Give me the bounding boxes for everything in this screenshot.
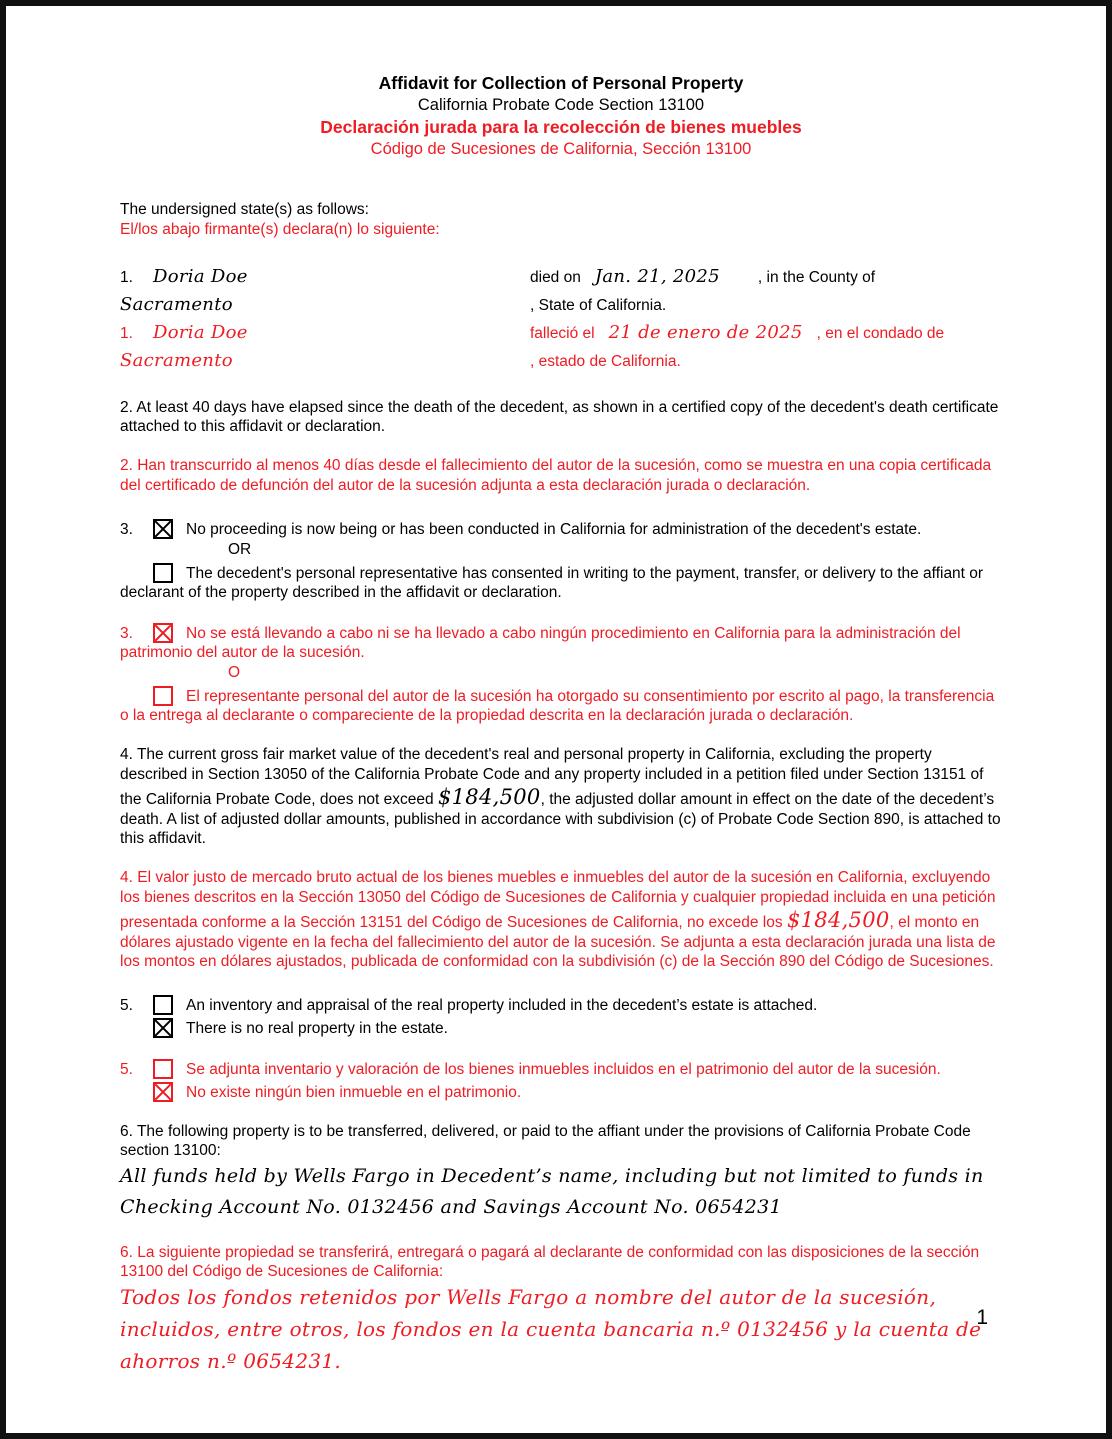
county-label-en: , in the County of: [757, 269, 876, 286]
decedent-name-value-es[interactable]: Doria Doe: [153, 322, 248, 343]
item1-en-row1: [120, 266, 1002, 294]
item4-statement-es: [120, 868, 1002, 971]
checkbox-no-real-property-es[interactable]: [153, 1082, 173, 1102]
item1-en-name-cell: [120, 266, 530, 288]
item1-es-number: 1.: [120, 325, 133, 342]
county-value[interactable]: Sacramento: [120, 294, 233, 315]
market-value-amount[interactable]: $184,500: [437, 784, 541, 809]
item1-en-state-cell: [530, 296, 1002, 315]
item1-en-row2: [120, 294, 1002, 322]
checkbox-inventory-attached-es[interactable]: [153, 1059, 173, 1079]
item3-en-number: 3.: [120, 520, 133, 538]
item1-es-county-cell: [120, 350, 530, 372]
item5-en-option1: [120, 995, 1002, 1015]
or-label-en: OR: [228, 541, 252, 559]
checkbox-representative-consented-es[interactable]: [153, 686, 173, 706]
item6-label-en: 6. The following property is to be transferred, delivered, or paid to the affiant under the provisions of California Probate Code section 13100:: [120, 1123, 971, 1160]
item5-es-option2-text: No existe ningún bien inmueble en el patrimonio.: [186, 1083, 522, 1101]
state-label-en: , State of California.: [530, 297, 667, 314]
checkbox-no-proceeding-es[interactable]: [153, 623, 173, 643]
intro-statement-es: El/los abajo firmante(s) declara(n) lo siguiente:: [120, 221, 440, 238]
item3-spanish-block: [120, 623, 1002, 726]
item1-es-date-cell: [530, 322, 1002, 344]
document-content: [120, 72, 1002, 1377]
item-1-decedent-info: [120, 266, 1002, 378]
item5-en-option1-text: An inventory and appraisal of the real property included in the decedent’s estate is attached.: [186, 997, 818, 1015]
item3-en-option2: [120, 563, 1002, 602]
item1-es-row2: [120, 350, 1002, 378]
item4-es-after: , el monto en dólares ajustado vigente en la fecha del fallecimiento del autor de la sucesión. Se adjunta a esta declaración jurada una lista de los montos en dólares ajustados, publicada de conformidad con la subdivisión (c) de la Sección 890 del Código de Sucesiones.: [120, 913, 996, 970]
item2-statement-es: 2. Han transcurrido al menos 40 días desde el fallecimiento del autor de la sucesión, como se muestra en una copia certificada del certificado de defunción del autor de la sucesión adjunta a esta declaración jurada o declaración.: [120, 457, 992, 494]
item-4-market-value: [120, 745, 1002, 971]
decedent-name-value[interactable]: Doria Doe: [153, 266, 248, 287]
item5-en-option2-text: There is no real property in the estate.: [186, 1020, 448, 1038]
item1-en-county-cell: [120, 294, 530, 316]
checkbox-no-real-property[interactable]: [153, 1018, 173, 1038]
subtitle-english: California Probate Code Section 13100: [417, 96, 705, 114]
item3-es-option1: [120, 623, 1002, 662]
item5-spanish-block: [120, 1059, 1002, 1102]
item3-es-number: 3.: [120, 624, 133, 642]
checkbox-inventory-attached[interactable]: [153, 995, 173, 1015]
item5-es-option2: [120, 1082, 1002, 1102]
death-date-value[interactable]: Jan. 21, 2025: [594, 266, 720, 287]
item1-en-number: 1.: [120, 269, 133, 286]
item3-en-option1-text: No proceeding is now being or has been conducted in California for administration of the decedent's estate.: [186, 520, 922, 538]
item3-en-or: [120, 539, 1002, 560]
checkbox-no-proceeding[interactable]: [153, 519, 173, 539]
item-3-proceedings: [120, 519, 1002, 726]
item3-en-option1: [120, 519, 1002, 539]
item3-en-option2-text: The decedent's personal representative has consented in writing to the payment, transfer, or delivery to the affiant or declarant of the property described in the affidavit or declaration.: [120, 565, 984, 602]
item1-es-state-cell: [530, 352, 1002, 371]
item5-en-number: 5.: [120, 997, 133, 1015]
or-label-es: O: [228, 663, 241, 681]
death-date-value-es[interactable]: 21 de enero de 2025: [608, 322, 803, 343]
market-value-amount-es[interactable]: $184,500: [786, 907, 890, 932]
item5-es-option1-text: Se adjunta inventario y valoración de los bienes inmuebles incluidos en el patrimonio del autor de la sucesión.: [186, 1060, 941, 1078]
item4-en-before: 4. The current gross fair market value of the decedent's real and personal property in California, excluding the property described in Section 13050 of the California Probate Code and any property included in a petition filed under Section 13151 of the California Probate Code, does not exceed: [120, 746, 984, 808]
item6-label-es: 6. La siguiente propiedad se transferirá, entregará o pagará al declarante de conformidad con las disposiciones de la sección 13100 del Código de Sucesiones de California:: [120, 1243, 980, 1280]
item5-es-option1: [120, 1059, 1002, 1079]
intro-statement-en: The undersigned state(s) as follows:: [120, 201, 369, 218]
page-number: 1: [976, 1305, 988, 1329]
item3-es-option2-text: El representante personal del autor de la sucesión ha otorgado su consentimiento por escrito al pago, la transferencia o la entrega al declarante o compareciente de la propiedad descrita en la declaración jurada o declaración.: [120, 687, 995, 725]
title-spanish: Declaración jurada para la recolección de bienes muebles: [320, 117, 802, 137]
item2-statement-en: 2. At least 40 days have elapsed since the death of the decedent, as shown in a certified copy of the decedent's death certificate attached to this affidavit or declaration.: [120, 399, 999, 436]
item-2-forty-days: [120, 398, 1002, 495]
item3-es-or: [120, 662, 1002, 683]
item4-statement-en: [120, 745, 1002, 848]
intro-section: [120, 200, 1002, 240]
item3-es-option2: [120, 686, 1002, 725]
item1-es-name-cell: [120, 322, 530, 344]
item-5-real-property: [120, 995, 1002, 1102]
title-english: Affidavit for Collection of Personal Property: [378, 73, 744, 93]
item1-en-date-cell: [530, 266, 1002, 288]
property-description-value-es[interactable]: Todos los fondos retenidos por Wells Fargo a nombre del autor de la sucesión, incluidos, entre otros, los fondos en la cuenta bancaria n.º 0132456 y la cuenta de ahorros n.º 0654231.: [120, 1284, 982, 1373]
item1-es-row1: [120, 322, 1002, 350]
county-label-es: , en el condado de: [816, 325, 945, 342]
item4-en-after: , the adjusted dollar amount in effect on the date of the decedent’s death. A list of adjusted dollar amounts, published in accordance with subdivision (c) of Probate Code Section 890, is attached to this affidavit.: [120, 790, 1001, 848]
item3-es-option1-text: No se está llevando a cabo ni se ha llevado a cabo ningún procedimiento en California para la administración del patrimonio del autor de la sucesión.: [120, 624, 961, 661]
state-label-es: , estado de California.: [530, 353, 681, 370]
item4-es-before: 4. El valor justo de mercado bruto actual de los bienes muebles e inmuebles del autor de la sucesión en California, excluyendo los bienes descritos en la Sección 13050 del Código de Sucesiones de California y cualquier propiedad incluida en una petición presentada conforme a la Sección 13151 del Código de Sucesiones de California, no excede los: [120, 869, 996, 931]
item-6-property-description: [120, 1122, 1002, 1377]
checkbox-representative-consented[interactable]: [153, 563, 173, 583]
died-on-label-en: died on: [530, 269, 581, 286]
county-value-es[interactable]: Sacramento: [120, 350, 233, 371]
died-on-label-es: falleció el: [530, 325, 595, 342]
property-description-value[interactable]: All funds held by Wells Fargo in Decedent’s name, including but not limited to funds in Checking Account No. 0132456 and Savings Account No. 0654231: [120, 1164, 984, 1218]
item5-en-option2: [120, 1018, 1002, 1038]
item5-es-number: 5.: [120, 1060, 133, 1078]
document-header: [120, 72, 1002, 160]
subtitle-spanish: Código de Sucesiones de California, Sección 13100: [370, 140, 752, 158]
